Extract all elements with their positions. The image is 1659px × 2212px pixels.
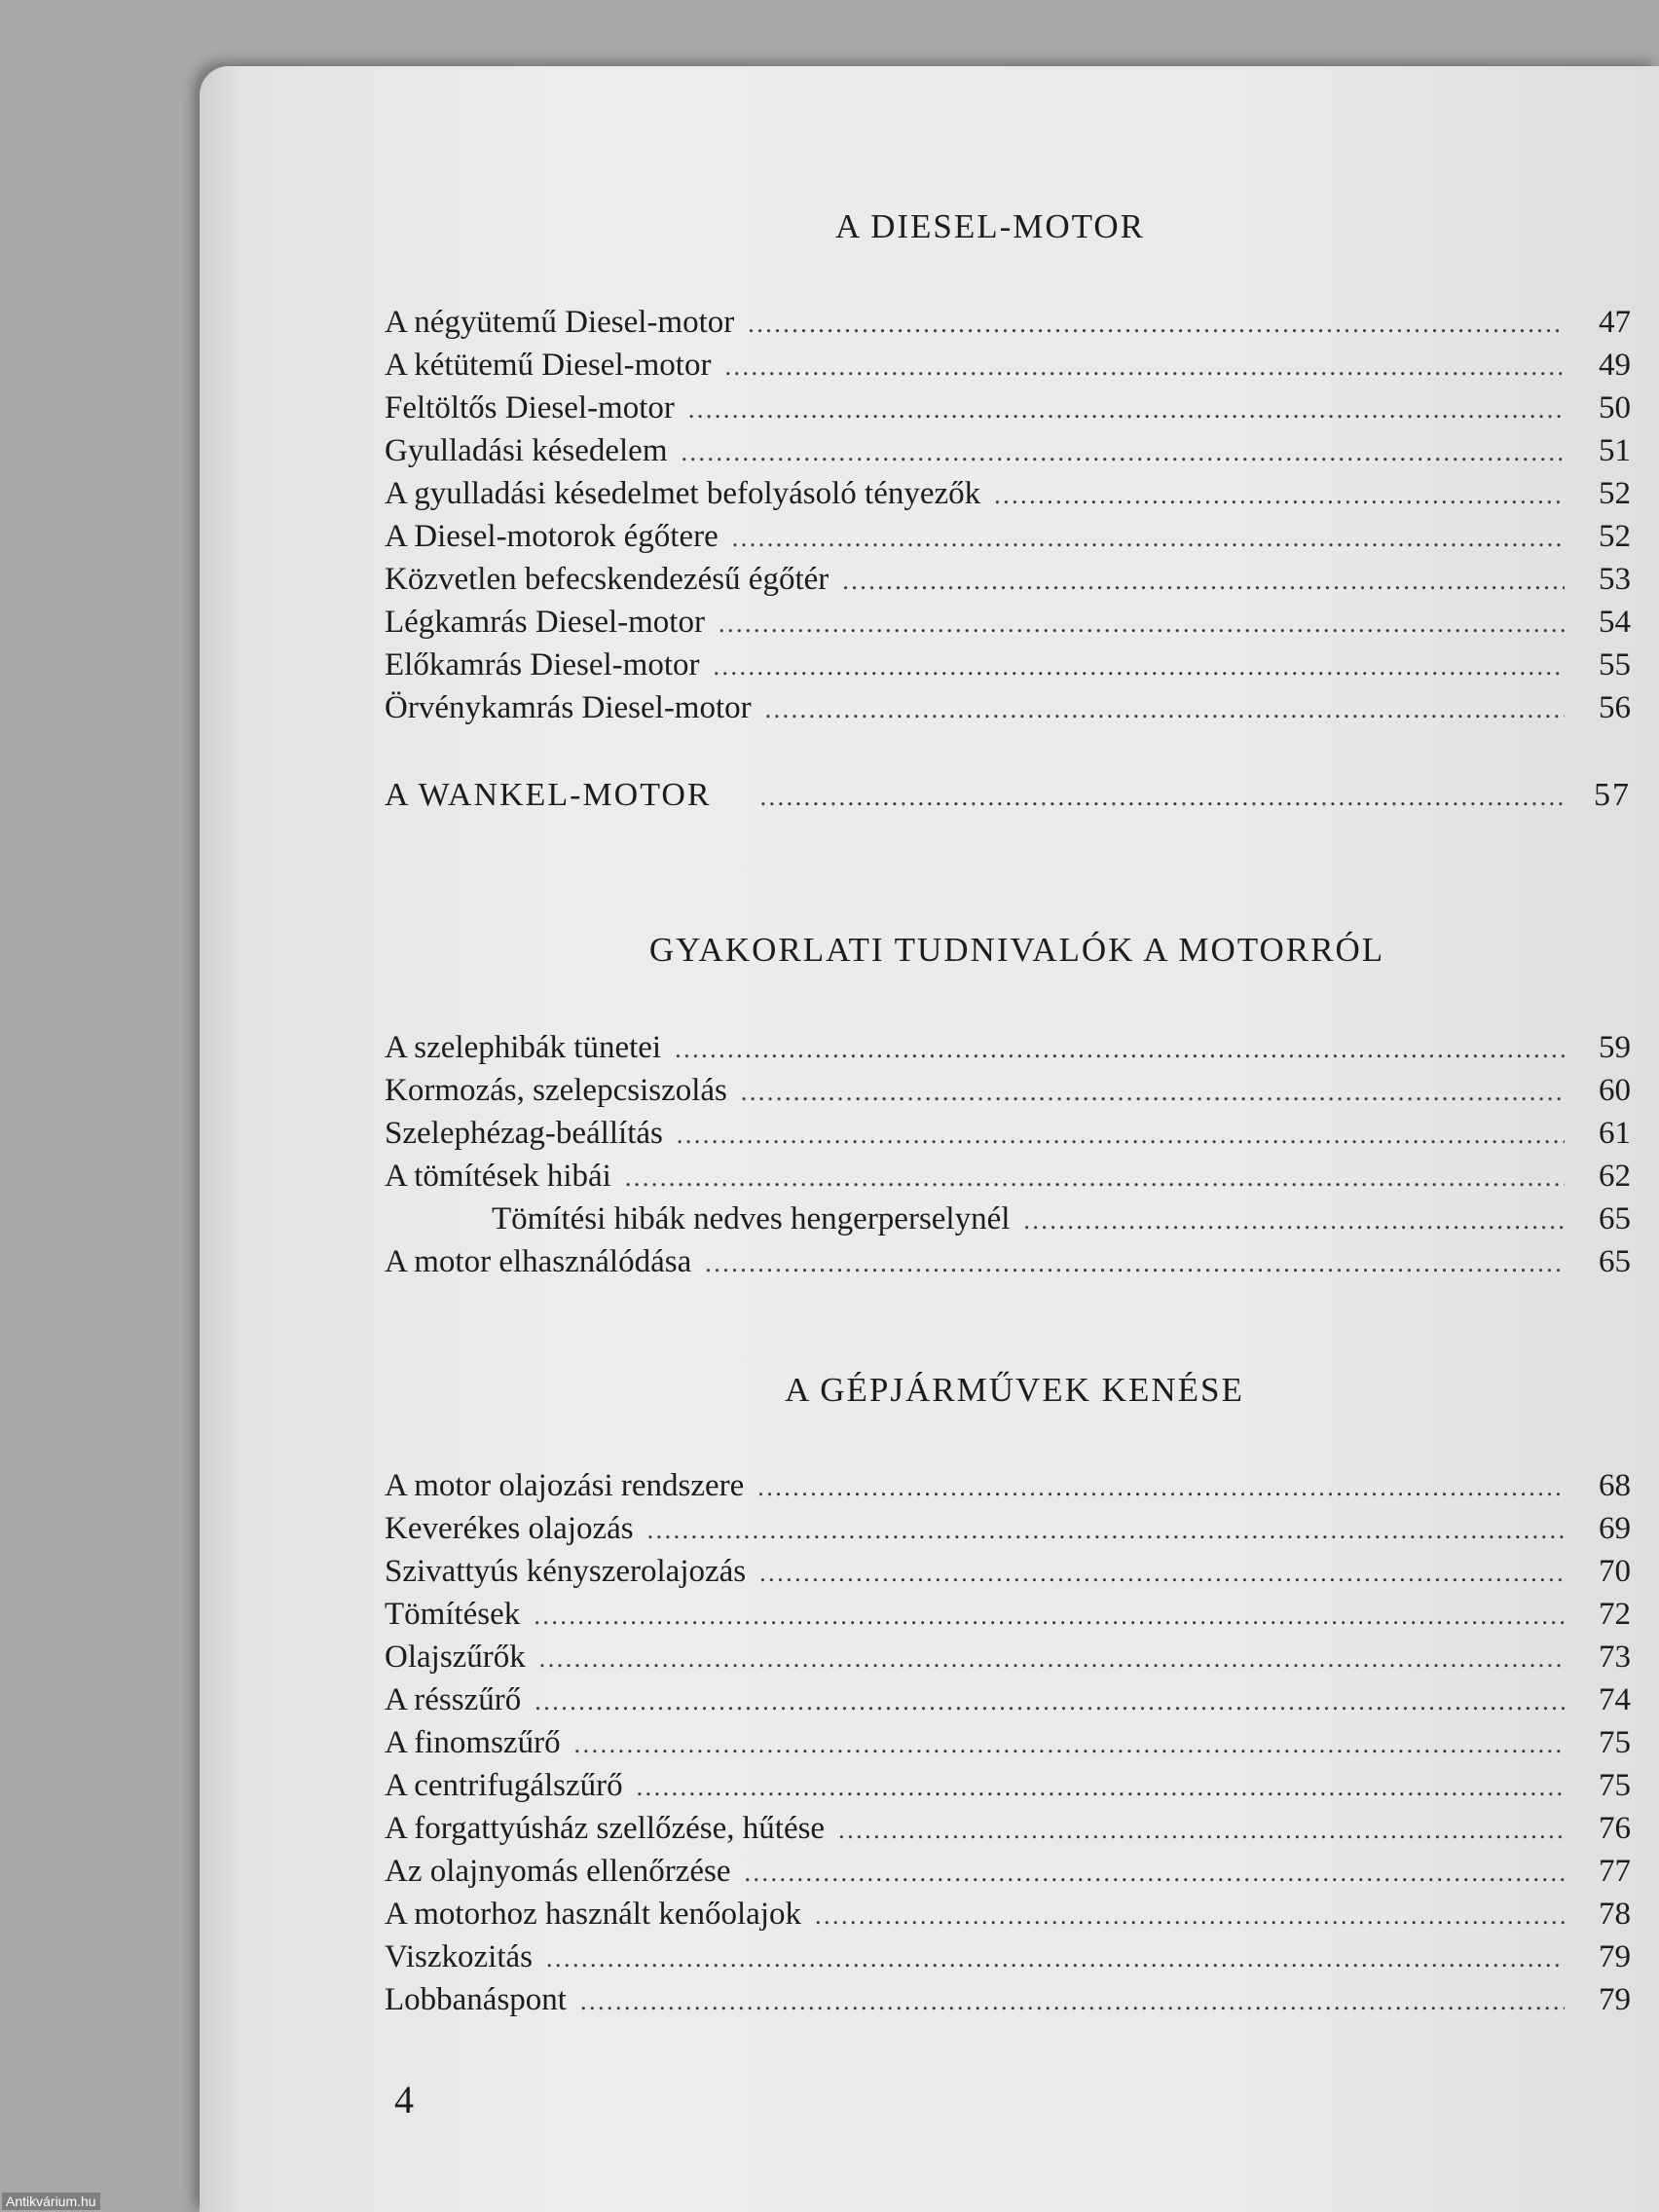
toc-entry [385,305,1631,348]
toc-entry-page: 79 [1599,1939,1631,1974]
toc-entry-page: 50 [1599,390,1631,425]
book-page [200,66,1659,2212]
section-title-practical: GYAKORLATI TUDNIVALÓK A MOTORRÓL [648,931,1385,969]
dot-leader [580,1982,1565,2018]
toc-entry-page: 59 [1599,1030,1631,1065]
toc-entry-label: Viszkozitás [385,1939,533,1974]
toc-entry-label: Lobbanáspont [385,1982,567,2017]
toc-entry [385,1511,1631,1554]
section-title-diesel: A DIESEL-MOTOR [834,207,1146,245]
toc-entry-page: 49 [1599,348,1631,383]
toc-entry-label: Kormozás, szelepcsiszolás [385,1073,727,1108]
toc-entry-page: 54 [1599,605,1631,640]
toc-entry-label: A forgattyúsház szellőzése, hűtése [385,1811,826,1846]
dot-leader [534,1597,1565,1633]
dot-leader [757,1468,1565,1504]
dot-leader [719,605,1565,641]
toc-entry-label: Légkamrás Diesel-motor [385,605,705,640]
toc-entry-label: Szivattyús kényszerolajozás [385,1554,747,1589]
toc-entry-page: 68 [1599,1468,1631,1503]
dot-leader [745,1854,1565,1890]
toc-entry [385,1116,1631,1159]
toc-entry [385,1725,1631,1768]
toc-entry-page: 65 [1599,1244,1631,1279]
toc-entry [385,647,1631,690]
toc-entry-sub [492,1201,1631,1244]
toc-entry-label: Az olajnyomás ellenőrzése [385,1854,731,1889]
dot-leader [732,519,1565,555]
toc-entry-page: 62 [1599,1159,1631,1194]
toc-entry [385,1897,1631,1939]
toc-entry-label: Feltöltős Diesel-motor [385,390,675,425]
toc-entry-page: 61 [1599,1116,1631,1151]
toc-entry-label: Olajszűrők [385,1640,526,1675]
toc-entry [385,519,1631,562]
watermark: Antikvárium.hu [2,2193,100,2210]
toc-entry-page: 47 [1599,305,1631,340]
dot-leader [994,476,1565,512]
toc-entry [385,476,1631,519]
dot-leader [741,1073,1565,1109]
toc-entry-page: 65 [1599,1201,1631,1236]
toc-entry [385,690,1631,733]
toc-entry [385,1982,1631,2025]
toc-entry [385,433,1631,476]
dot-leader [647,1511,1565,1547]
toc-entry-label: A Diesel-motorok égőtere [385,519,719,554]
dot-leader [677,1116,1565,1152]
section-title-wankel: A WANKEL-MOTOR [385,777,712,813]
dot-leader [637,1768,1565,1804]
toc-entry-label: Gyulladási késedelem [385,433,668,468]
toc-entry-page: 70 [1599,1554,1631,1589]
dot-leader [815,1897,1565,1933]
toc-entry [385,1682,1631,1725]
toc-entry-page: 77 [1599,1854,1631,1889]
toc-entry-label: A kétütemű Diesel-motor [385,348,712,383]
toc-entry [385,1811,1631,1854]
toc-entry-label: Tömítési hibák nedves hengerperselynél [492,1201,1011,1236]
toc-entry [385,562,1631,605]
toc-entry [385,390,1631,433]
toc-entry-page: 51 [1599,433,1631,468]
toc-entry [385,1244,1631,1287]
dot-leader [842,562,1565,598]
dot-leader [714,647,1566,683]
dot-leader [546,1939,1565,1975]
toc-entry-page: 52 [1599,476,1631,511]
dot-leader [625,1159,1565,1195]
dot-leader [765,690,1565,726]
toc-entry-label: A gyulladási késedelmet befolyásoló tényezők [385,476,981,511]
toc-entry [385,1468,1631,1511]
toc-entry [385,1073,1631,1116]
toc-entry-label: Előkamrás Diesel-motor [385,647,700,682]
toc-entry-page: 78 [1599,1897,1631,1932]
toc-entry-label: A motor olajozási rendszere [385,1468,745,1503]
dot-leader [682,433,1566,469]
toc-entry [385,605,1631,647]
dot-leader [535,1682,1565,1718]
dot-leader [760,777,1565,814]
toc-entry-label: Közvetlen befecskendezésű égőtér [385,562,830,597]
toc-entry-label: Szelephézag-beállítás [385,1116,663,1151]
dot-leader [574,1725,1565,1761]
toc-entry [385,348,1631,390]
toc-entry-label: Örvénykamrás Diesel-motor [385,690,752,725]
toc-entry-label: Keverékes olajozás [385,1511,634,1546]
toc-entry-page: 74 [1599,1682,1631,1717]
toc-entry-page: 75 [1599,1725,1631,1760]
toc-entry-page: 53 [1599,562,1631,597]
dot-leader [688,390,1565,426]
toc-entry [385,1030,1631,1073]
toc-entry [385,1597,1631,1640]
toc-entry-page: 75 [1599,1768,1631,1803]
dot-leader [724,348,1565,384]
toc-entry-page: 76 [1599,1811,1631,1846]
dot-leader [838,1811,1565,1847]
toc-entry-page: 79 [1599,1982,1631,2017]
toc-entry-page: 73 [1599,1640,1631,1675]
toc-entry [385,1768,1631,1811]
toc-entry-label: A tömítések hibái [385,1159,611,1194]
toc-entry [385,1854,1631,1897]
toc-entry-label: A motorhoz használt kenőolajok [385,1897,801,1932]
dot-leader [539,1640,1565,1676]
toc-entry-page: 57 [1594,777,1631,813]
toc-entry-label: A finomszűrő [385,1725,561,1760]
toc-entry-label: A szelephibák tünetei [385,1030,662,1065]
toc-entry-page: 55 [1599,647,1631,682]
toc-entry-label: A centrifugálszűrő [385,1768,623,1803]
toc-entry-wankel [385,777,1631,820]
toc-entry [385,1640,1631,1682]
toc-entry-page: 60 [1599,1073,1631,1108]
section-title-lubrication: A GÉPJÁRMŰVEK KENÉSE [785,1371,1244,1409]
toc-entry-label: A négyütemű Diesel-motor [385,305,735,340]
toc-entry-page: 69 [1599,1511,1631,1546]
page-number: 4 [394,2078,414,2121]
dot-leader [675,1030,1565,1066]
toc-entry [385,1554,1631,1597]
dot-leader [1023,1201,1565,1237]
toc-entry-page: 56 [1599,690,1631,725]
toc-entry [385,1939,1631,1982]
toc-entry-page: 72 [1599,1597,1631,1632]
toc-entry-label: Tömítések [385,1597,521,1632]
toc-entry-label: A résszűrő [385,1682,522,1717]
toc-entry-page: 52 [1599,519,1631,554]
toc-entry-label: A motor elhasználódása [385,1244,692,1279]
dot-leader [759,1554,1565,1590]
dot-leader [705,1244,1565,1280]
dot-leader [748,305,1565,341]
toc-entry [385,1159,1631,1201]
